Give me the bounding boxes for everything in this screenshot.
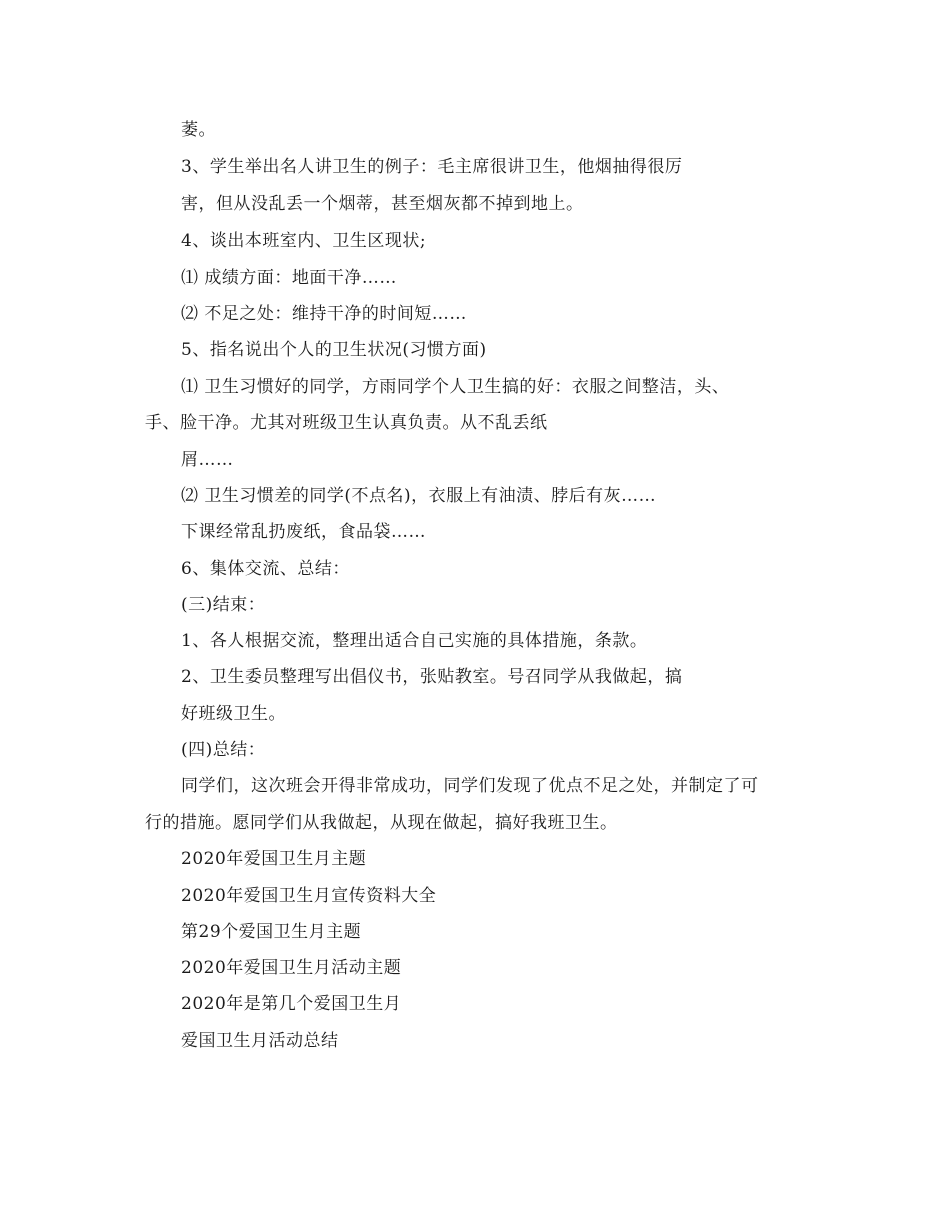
text-line: 同学们，这次班会开得非常成功，同学们发现了优点不足之处，并制定了可 (181, 776, 759, 796)
text-line: 好班级卫生。 (181, 704, 286, 724)
related-link[interactable]: 2020年爱国卫生月主题 (181, 849, 367, 869)
related-link[interactable]: 2020年爱国卫生月活动主题 (181, 958, 402, 978)
text-line: (三)结束： (181, 595, 266, 615)
text-line: 行的措施。愿同学们从我做起，从现在做起，搞好我班卫生。 (145, 813, 618, 833)
text-line: ⑵ 不足之处：维持干净的时间短…… (181, 304, 467, 324)
text-line: 1、各人根据交流，整理出适合自己实施的具体措施，条款。 (181, 631, 648, 651)
related-link[interactable]: 第29个爱国卫生月主题 (181, 922, 362, 942)
related-link[interactable]: 2020年是第几个爱国卫生月 (181, 994, 402, 1014)
text-line: 3、学生举出名人讲卫生的例子：毛主席很讲卫生，他烟抽得很厉 (181, 157, 683, 177)
text-line: 6、集体交流、总结： (181, 559, 350, 579)
text-line: 下课经常乱扔废纸，食品袋…… (181, 522, 426, 542)
text-line: 5、指名说出个人的卫生状况(习惯方面) (181, 340, 487, 360)
text-line: ⑴ 成绩方面：地面干净…… (181, 268, 397, 288)
text-line: ⑵ 卫生习惯差的同学(不点名)，衣服上有油渍、脖后有灰…… (181, 486, 657, 506)
text-line: 萎。 (181, 120, 216, 140)
text-line: 2、卫生委员整理写出倡仪书，张贴教室。号召同学从我做起，搞 (181, 667, 683, 687)
text-line: 害，但从没乱丢一个烟蒂，甚至烟灰都不掉到地上。 (181, 194, 584, 214)
text-line: 屑…… (181, 450, 234, 470)
text-line: 手、脸干净。尤其对班级卫生认真负责。从不乱丢纸 (145, 413, 548, 433)
text-line: ⑴ 卫生习惯好的同学，方雨同学个人卫生搞的好：衣服之间整洁，头、 (181, 377, 730, 397)
related-link[interactable]: 爱国卫生月活动总结 (181, 1031, 339, 1051)
related-link[interactable]: 2020年爱国卫生月宣传资料大全 (181, 886, 437, 906)
text-line: 4、谈出本班室内、卫生区现状; (181, 231, 427, 251)
text-line: (四)总结： (181, 740, 266, 760)
